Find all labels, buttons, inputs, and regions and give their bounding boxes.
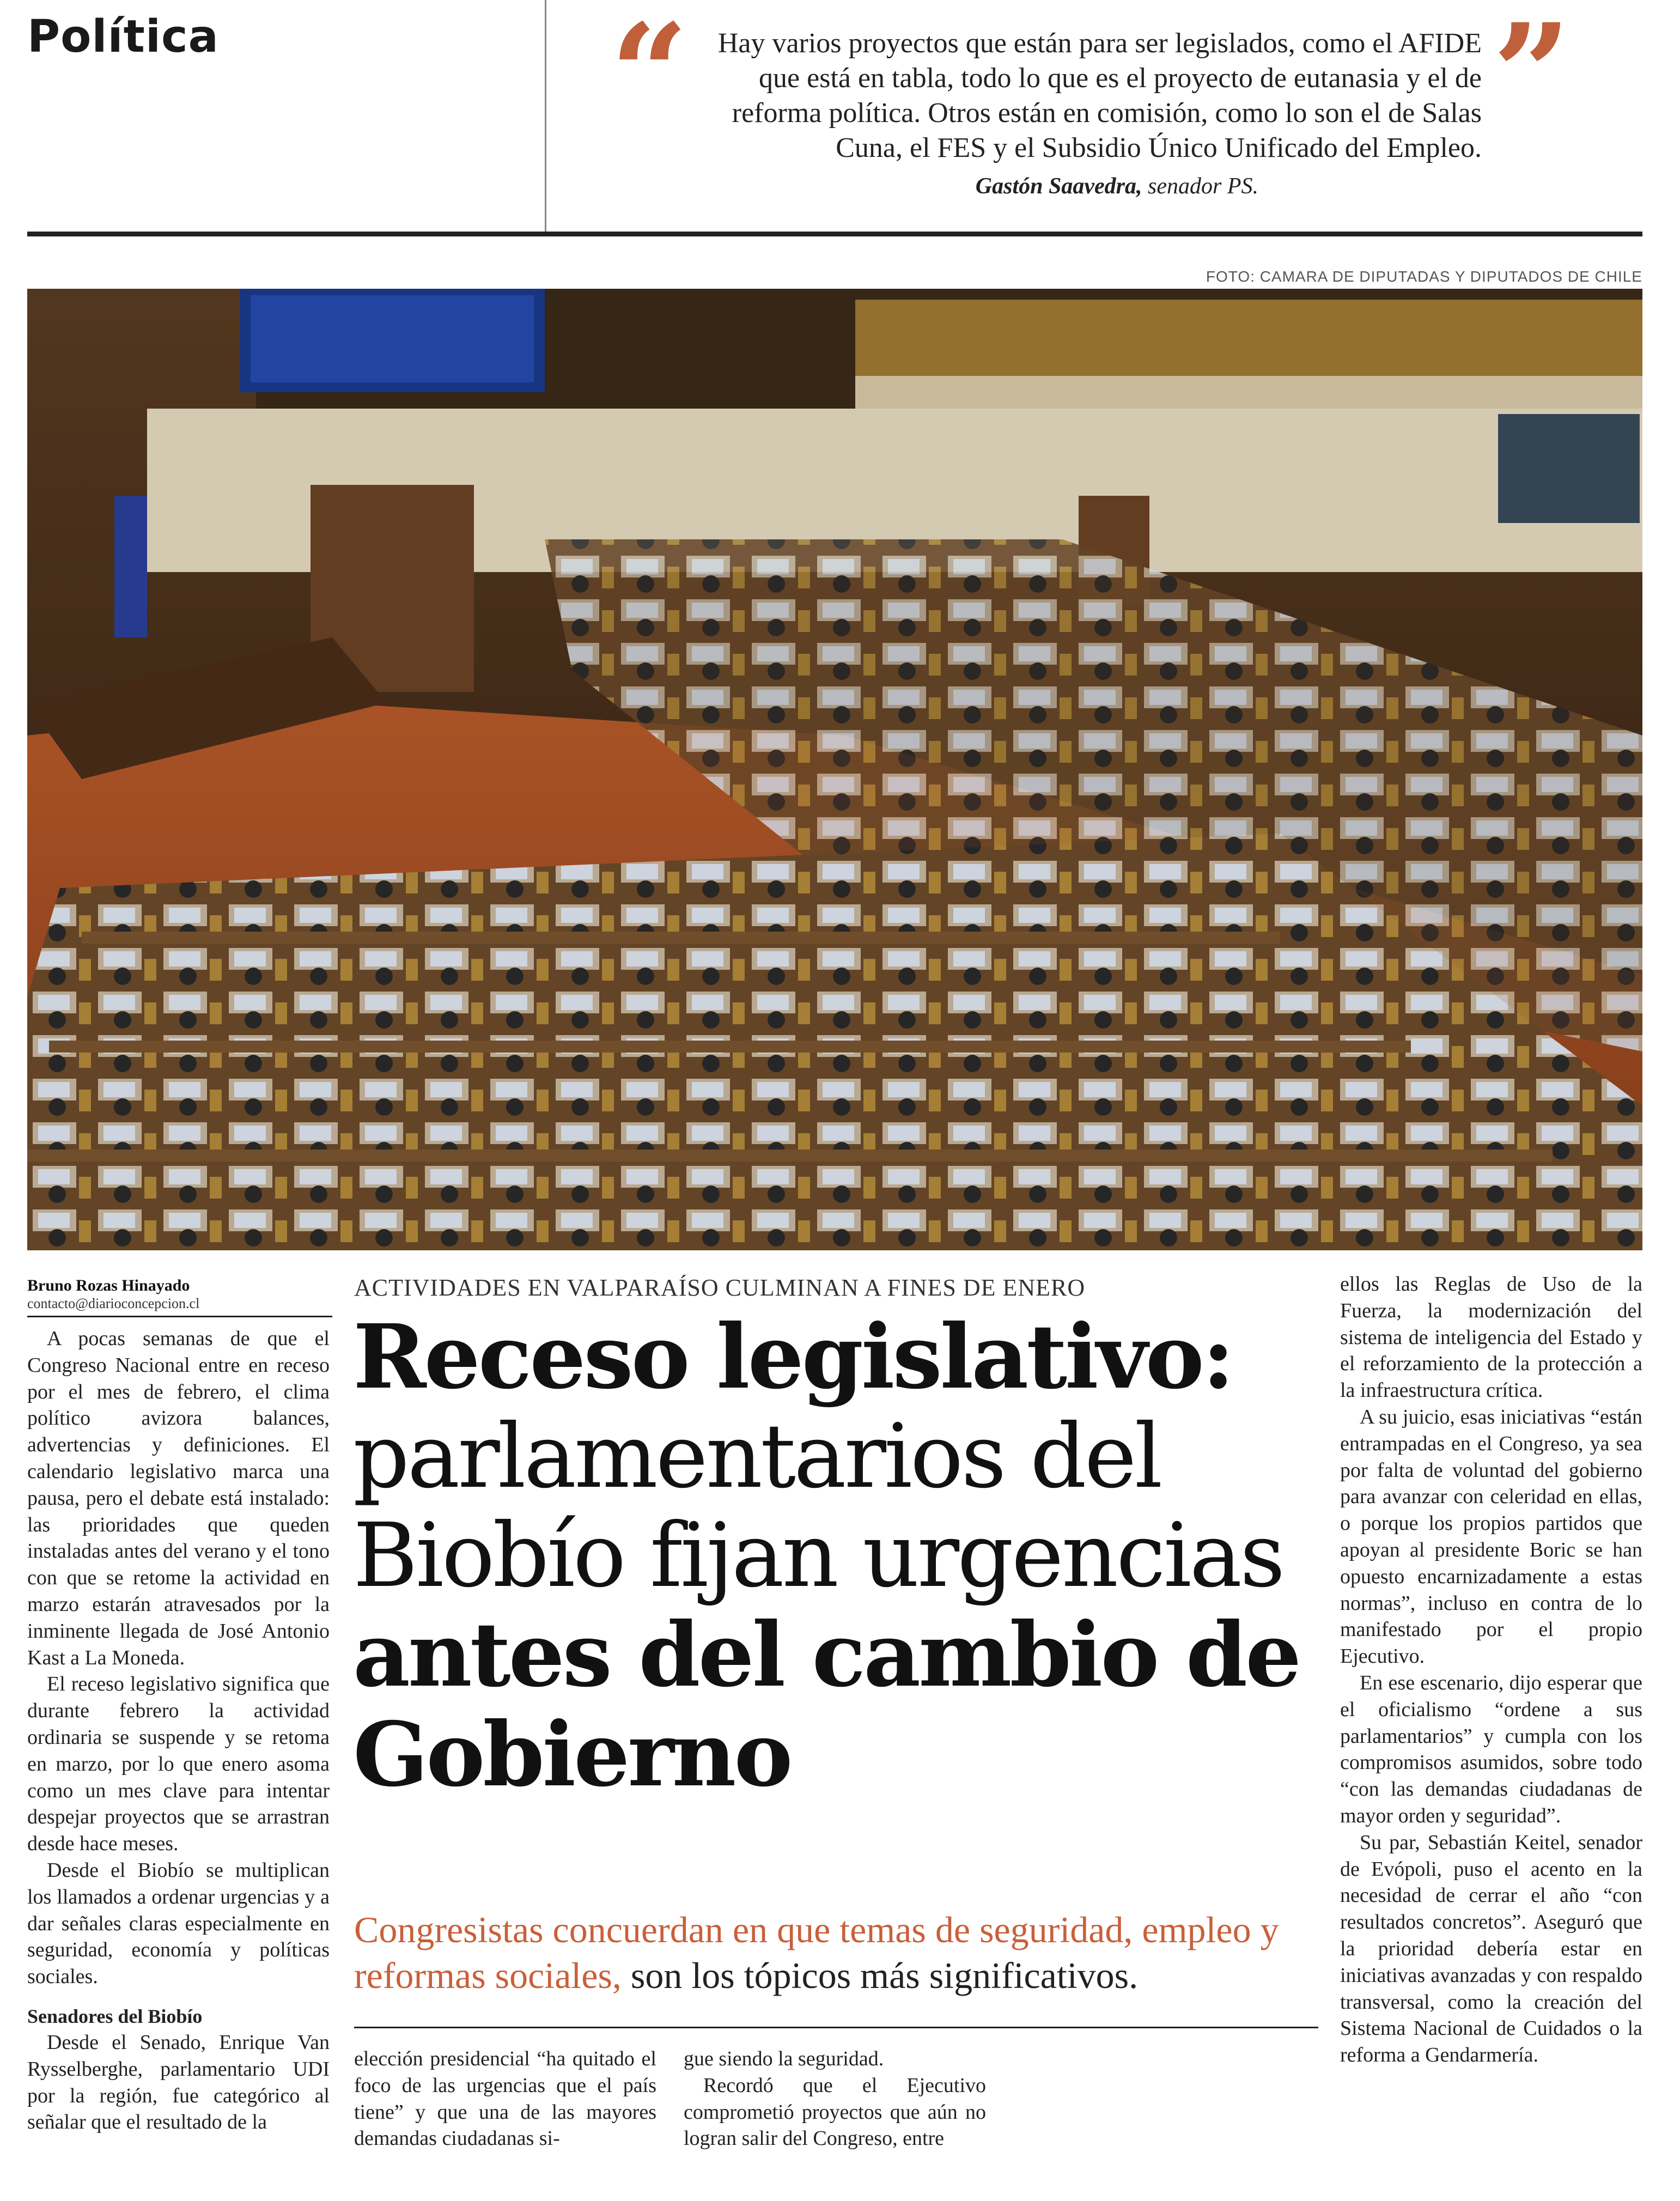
- headline-line-4: antes del cambio de: [353, 1603, 1300, 1707]
- pull-quote-text: Hay varios proyectos que están para ser legislados, como el AFIDE que está en tabla, todo lo que es el proyecto de eutanasia y el de reforma política. Otros están en comisión, como lo son el de Salas Cuna, el FES y el Subsidio Único Unificado del Empleo.: [717, 28, 1482, 163]
- body-column-1: [27, 1326, 330, 2136]
- paragraph: Su par, Sebastián Keitel, senador de Evópoli, puso el acento en la necesidad de cerrar el año “con resultados concretos”. Aseguró que la prioridad debería estar en iniciativas avanzadas y con respaldo transversal, como la creación del Sistema Nacional de Cuidados o la reforma a Gendarmería.: [1340, 1831, 1642, 2067]
- body-column-2b: [684, 2046, 986, 2152]
- paragraph: En ese escenario, dijo esperar que el oficialismo “ordene a sus parlamentarios” y cumpla con los compromisos asumidos, sobre todo “con las demandas ciudadanas de mayor orden y seguridad”.: [1340, 1671, 1642, 1827]
- byline-rule: [27, 1316, 332, 1317]
- paragraph: El receso legislativo significa que durante febrero la actividad ordinaria se suspende y se retoma en marzo, por lo que enero asoma como un mes clave para intentar despejar proyectos que se arrastran desde hace meses.: [27, 1673, 330, 1856]
- deck-highlight: Congresistas concuerdan en que temas de seguridad, empleo y reformas sociales,: [354, 1909, 1279, 1996]
- quote-author-name: Gastón Saavedra,: [975, 174, 1142, 199]
- body-column-2a: [354, 2046, 656, 2152]
- byline-author: Bruno Rozas Hinayado: [27, 1276, 190, 1294]
- headline-line-1: Receso legislativo:: [353, 1305, 1233, 1409]
- byline-email: contacto@diarioconcepcion.cl: [27, 1296, 200, 1311]
- headline: [353, 1305, 1312, 1807]
- quote-author-role: senador PS.: [1148, 174, 1258, 199]
- paragraph: Recordó que el Ejecutivo comprometió proyectos que aún no logran salir del Congreso, entre: [684, 2074, 986, 2150]
- quote-close-mark: ”: [1493, 0, 1571, 154]
- header-divider: [545, 0, 546, 232]
- paragraph: Desde el Biobío se multiplican los llamados a ordenar urgencias y a dar señales claras especialmente en seguridad, economía y políticas sociales.: [27, 1858, 330, 1989]
- kicker: ACTIVIDADES EN VALPARAÍSO CULMINAN A FINES DE ENERO: [354, 1274, 1086, 1301]
- pull-quote-author: [686, 173, 1258, 199]
- paragraph: gue siendo la seguridad.: [684, 2047, 884, 2070]
- headline-line-5: Gobierno: [353, 1703, 791, 1807]
- body-column-3: [1340, 1271, 1642, 2069]
- header-rule: [27, 232, 1642, 236]
- deck-rule: [354, 2027, 1318, 2028]
- deck-rest: son los tópicos más significativos.: [621, 1955, 1139, 1996]
- paragraph: Desde el Senado, Enrique Van Rysselberghe, parlamentario UDI por la región, fue categórico al señalar que el resultado de la: [27, 2030, 330, 2134]
- photo-credit: FOTO: CAMARA DE DIPUTADAS Y DIPUTADOS DE CHILE: [1206, 268, 1642, 285]
- paragraph: elección presidencial “ha quitado el foco de las urgencias que el país tiene” y que una de las mayores demandas ciudadanas si-: [354, 2047, 656, 2150]
- paragraph: ellos las Reglas de Uso de la Fuerza, la modernización del sistema de inteligencia del Estado y el reforzamiento de la protección a la infraestructura crítica.: [1340, 1273, 1642, 1402]
- headline-line-3: Biobío fijan urgencias: [353, 1505, 1283, 1607]
- chamber-photo: [27, 289, 1642, 1250]
- paragraph: A pocas semanas de que el Congreso Nacional entre en receso por el mes de febrero, el clima político avizora balances, advertencias y definiciones. El calendario legislativo marca una pausa, pero el debate está instalado: las prioridades que queden instaladas antes del verano y el tono con que se retome la actividad en marzo estarán atravesados por la inminente llegada de José Antonio Kast a La Moneda.: [27, 1327, 330, 1669]
- headline-line-2: parlamentarios del: [353, 1406, 1161, 1508]
- subhead: Senadores del Biobío: [27, 2005, 203, 2027]
- quote-open-mark: “: [610, 0, 689, 154]
- paragraph: A su juicio, esas iniciativas “están entrampadas en el Congreso, ya sea por falta de voluntad del gobierno para avanzar con celeridad en ellas, o porque los propios partidos que apoyan al presidente Boric se han opuesto encarnizadamente a estas normas”, incluso en contra de lo manifestado por el propio Ejecutivo.: [1340, 1405, 1642, 1668]
- section-title: Política: [27, 11, 219, 63]
- deck: [354, 1907, 1313, 1998]
